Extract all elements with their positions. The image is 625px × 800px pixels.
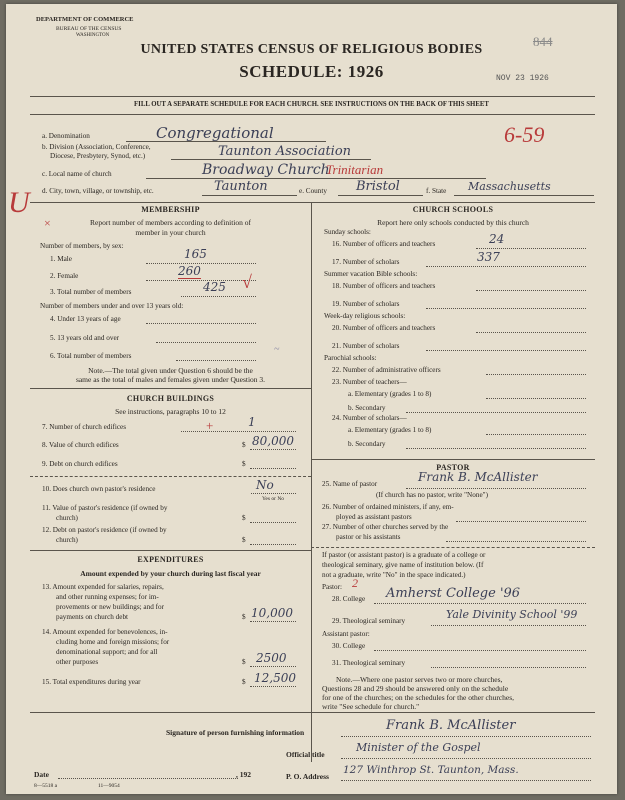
q11-label-2: church) (56, 514, 78, 522)
q2-label: 2. Female (50, 272, 79, 280)
form-number: 8—5518 a (34, 783, 58, 789)
address-line (341, 780, 591, 781)
q22-label: 22. Number of administrative officers (332, 366, 441, 374)
pastor-title: PASTOR (436, 463, 470, 472)
q13-line (250, 621, 296, 622)
q20-label: 20. Number of officers and teachers (332, 324, 436, 332)
q30-label: 30. College (332, 642, 366, 650)
q24a-line (486, 434, 586, 435)
q19-label: 19. Number of scholars (332, 300, 400, 308)
denomination-value: Congregational (156, 124, 274, 142)
buildings-sub: See instructions, paragraphs 10 to 12 (115, 407, 226, 416)
q18-label: 18. Number of officers and teachers (332, 282, 436, 290)
q24b-label: b. Secondary (348, 440, 386, 448)
local-name-label: c. Local name of church (42, 170, 112, 178)
year-label: , 192 (236, 770, 251, 779)
parochial-label: Parochial schools: (324, 354, 377, 362)
expenditures-title: EXPENDITURES (137, 555, 204, 564)
q17-value: 337 (477, 250, 500, 264)
q28-line (374, 603, 586, 604)
division-label-2: Diocese, Presbytery, Synod, etc.) (50, 152, 146, 160)
q17-label: 17. Number of scholars (332, 258, 400, 266)
membership-note-1: Note.—The total given under Question 6 should be the (88, 366, 253, 375)
weekday-label: Week-day religious schools: (324, 312, 406, 320)
q13-value: 10,000 (251, 606, 293, 620)
q10-line (251, 493, 296, 494)
q3-line (181, 296, 256, 297)
county-line (338, 195, 423, 196)
q29-line (431, 625, 586, 626)
q23a-line (486, 398, 586, 399)
signature-label: Signature of person furnishing information (166, 728, 305, 737)
q5-label: 5. 13 years old and over (50, 334, 120, 342)
q7-red-mark: + (206, 418, 214, 433)
membership-title: MEMBERSHIP (141, 205, 200, 214)
q26-label-1: 26. Number of ordained ministers, if any, em- (322, 503, 454, 511)
red-check-mark: √ (242, 272, 252, 292)
q12-label-1: 12. Debt on pastor's residence (if owned by (42, 526, 167, 534)
state-label: f. State (426, 187, 447, 195)
q14-label-2: cluding home and foreign missions; for (56, 638, 170, 646)
department-label: DEPARTMENT OF COMMERCE (36, 16, 134, 23)
pastor-note-4: write "See schedule for church." (322, 702, 420, 711)
pastor-red-mark: 2 (352, 576, 358, 590)
by-sex-label: Number of members, by sex: (40, 242, 124, 250)
signature-value: Frank B. McAllister (386, 718, 516, 733)
buildings-title: CHURCH BUILDINGS (126, 394, 215, 403)
q9-label: 9. Debt on church edifices (42, 460, 118, 468)
division-value: Taunton Association (218, 144, 352, 159)
q28-label: 28. College (332, 595, 366, 603)
q26-label-2: ployed as assistant pastors (336, 513, 412, 521)
q16-value: 24 (489, 232, 505, 246)
q3-value: 425 (203, 280, 226, 294)
date-line (58, 778, 238, 779)
division-line (171, 159, 371, 160)
membership-bottom-line (30, 388, 311, 389)
header-divider (30, 96, 595, 97)
q25-value: Frank B. McAllister (418, 470, 538, 484)
membership-intro-1: Report number of members according to definition of (90, 218, 251, 227)
q31-line (431, 667, 586, 668)
q17-line (426, 266, 586, 267)
q20-line (476, 332, 586, 333)
q21-line (426, 350, 586, 351)
pastor-note-2: Questions 28 and 29 should be answered only on the schedule (322, 684, 509, 693)
q6-label: 6. Total number of members (50, 352, 132, 360)
census-schedule-page (6, 4, 617, 794)
q8-dollar: $ (242, 441, 246, 449)
q5-line (156, 342, 256, 343)
q25-hint: (If church has no pastor, write "None") (376, 491, 488, 499)
q22-line (486, 374, 586, 375)
q10-hint: Yes or No (262, 496, 285, 502)
local-name-value: Broadway Church (202, 162, 330, 178)
q3-label: 3. Total number of members (50, 288, 132, 296)
schools-title: CHURCH SCHOOLS (412, 205, 494, 214)
bureau-label: BUREAU OF THE CENSUS (56, 26, 122, 32)
q27-label-2: pastor or his assistants (336, 533, 401, 541)
margin-mark: U (8, 186, 30, 219)
pastor-note-3: for one of the churches; on the schedules for the other churches, (322, 693, 515, 702)
q25-line (406, 488, 586, 489)
q23b-label: b. Secondary (348, 404, 386, 412)
city-label: d. City, town, village, or township, etc. (42, 187, 154, 195)
denomination-label: a. Denomination (42, 132, 90, 140)
red-x-mark: × (44, 216, 51, 230)
expenditures-sub: Amount expended by your church during last fiscal year (80, 569, 261, 578)
q14-dollar: $ (242, 658, 246, 666)
q12-label-2: church) (56, 536, 78, 544)
address-value: 127 Winthrop St. Taunton, Mass. (343, 764, 519, 776)
q14-label-4: other purposes (56, 658, 99, 666)
q1-line (146, 263, 256, 264)
q23a-label: a. Elementary (grades 1 to 8) (348, 390, 432, 398)
column-divider (311, 202, 312, 762)
q15-line (250, 686, 296, 687)
q14-label-3: denominational support; and for all (56, 648, 158, 656)
q7-line (181, 431, 296, 432)
q28-value: Amherst College '96 (386, 586, 521, 601)
q8-label: 8. Value of church edifices (42, 441, 119, 449)
header-divider-2 (30, 114, 595, 115)
q29-value: Yale Divinity School '99 (446, 608, 578, 621)
print-number: 11—9054 (98, 783, 120, 789)
q8-value: 80,000 (252, 434, 294, 448)
q25-label: 25. Name of pastor (322, 480, 378, 488)
q1-value: 165 (184, 247, 207, 261)
q1-label: 1. Male (50, 255, 72, 263)
red-code: 6-59 (504, 122, 545, 147)
q30-line (374, 650, 586, 651)
county-value: Bristol (356, 179, 400, 194)
schools-bottom-line (311, 459, 595, 460)
q15-label: 15. Total expenditures during year (42, 678, 141, 686)
official-title-value: Minister of the Gospel (356, 741, 481, 754)
q24a-label: a. Elementary (grades 1 to 8) (348, 426, 432, 434)
age-heading: Number of members under and over 13 years old: (40, 302, 184, 310)
signature-line (341, 736, 591, 737)
q8-line (250, 449, 296, 450)
address-label: P. O. Address (286, 772, 329, 781)
q29-label: 29. Theological seminary (332, 617, 406, 625)
q4-line (146, 323, 256, 324)
membership-note-2: same as the total of males and females given under Question 3. (75, 375, 266, 384)
county-label: e. County (299, 187, 327, 195)
q24-label: 24. Number of scholars— (332, 414, 407, 422)
q15-dollar: $ (242, 678, 246, 686)
q9-line (250, 468, 296, 469)
graduate-note-2: theological seminary, give name of institution below. (If (322, 561, 484, 569)
state-value: Massachusetts (468, 180, 551, 193)
q31-label: 31. Theological seminary (332, 659, 406, 667)
q2-value: 260 (178, 264, 201, 278)
q13-label-4: payments on church debt (56, 613, 129, 621)
q19-line (426, 308, 586, 309)
q10-value: No (256, 478, 274, 492)
date-stamp: NOV 23 1926 (496, 74, 549, 83)
local-name-red: Trinitarian (326, 162, 384, 177)
city-value: Taunton (214, 179, 268, 194)
q16-line (476, 248, 586, 249)
q21-label: 21. Number of scholars (332, 342, 400, 350)
official-title-line (341, 758, 591, 759)
instructions-line: FILL OUT A SEPARATE SCHEDULE FOR EACH CHURCH. SEE INSTRUCTIONS ON THE BACK OF THIS SHEET (134, 101, 489, 108)
q13-dollar: $ (242, 613, 246, 621)
pastor-divider (311, 547, 595, 548)
q12-line (250, 544, 296, 545)
local-name-line (146, 178, 486, 179)
graduate-note-3: not a graduate, write "No" in the space indicated.) (322, 571, 466, 579)
q11-line (250, 522, 296, 523)
pencil-mark: ~ (274, 344, 280, 355)
q13-label-1: 13. Amount expended for salaries, repairs, (42, 583, 164, 591)
schools-sub: Report here only schools conducted by this church (377, 218, 529, 227)
q13-label-3: provements or new buildings; and for (56, 603, 164, 611)
city-label: WASHINGTON (76, 33, 110, 38)
q12-dollar: $ (242, 536, 246, 544)
sunday-label: Sunday schools: (324, 228, 371, 236)
q2-line (146, 280, 256, 281)
buildings-bottom-line (30, 550, 311, 551)
q27-label-1: 27. Number of other churches served by the (322, 523, 449, 531)
graduate-note-1: If pastor (or assistant pastor) is a graduate of a college or (322, 551, 486, 559)
q18-line (476, 290, 586, 291)
q23b-line (406, 412, 586, 413)
footer-top-line (30, 712, 595, 713)
state-line (454, 195, 594, 196)
q16-label: 16. Number of officers and teachers (332, 240, 436, 248)
q14-line (250, 666, 296, 667)
official-title-label: Official title (286, 750, 325, 759)
section-top-line (30, 202, 595, 203)
q26-line (456, 521, 586, 522)
q27-line (446, 541, 586, 542)
division-label-1: b. Division (Association, Conference, (42, 143, 151, 151)
buildings-divider (30, 476, 311, 477)
date-label: Date (34, 770, 49, 779)
q14-value: 2500 (256, 651, 287, 665)
summer-label: Summer vacation Bible schools: (324, 270, 418, 278)
q11-dollar: $ (242, 514, 246, 522)
q6-line (176, 360, 256, 361)
q7-value: 1 (248, 415, 256, 429)
q4-label: 4. Under 13 years of age (50, 315, 121, 323)
assistant-sublabel: Assistant pastor: (322, 630, 370, 638)
membership-intro-2: member in your church (135, 228, 206, 237)
q9-dollar: $ (242, 460, 246, 468)
q13-label-2: and other running expenses; for im- (56, 593, 159, 601)
q15-value: 12,500 (254, 671, 296, 685)
schedule-title: SCHEDULE: 1926 (239, 62, 384, 81)
q7-label: 7. Number of church edifices (42, 423, 127, 431)
q10-label: 10. Does church own pastor's residence (42, 485, 156, 493)
city-line (202, 195, 297, 196)
pastor-note-1: Note.—Where one pastor serves two or more churches, (336, 675, 503, 684)
q14-label-1: 14. Amount expended for benevolences, in- (42, 628, 168, 636)
q24b-line (406, 448, 586, 449)
stamp-number: 844 (533, 34, 553, 49)
q23-label: 23. Number of teachers— (332, 378, 407, 386)
q11-label-1: 11. Value of pastor's residence (if owned by (42, 504, 168, 512)
pastor-sublabel: Pastor: (322, 583, 342, 591)
form-title: UNITED STATES CENSUS OF RELIGIOUS BODIES (140, 42, 483, 57)
